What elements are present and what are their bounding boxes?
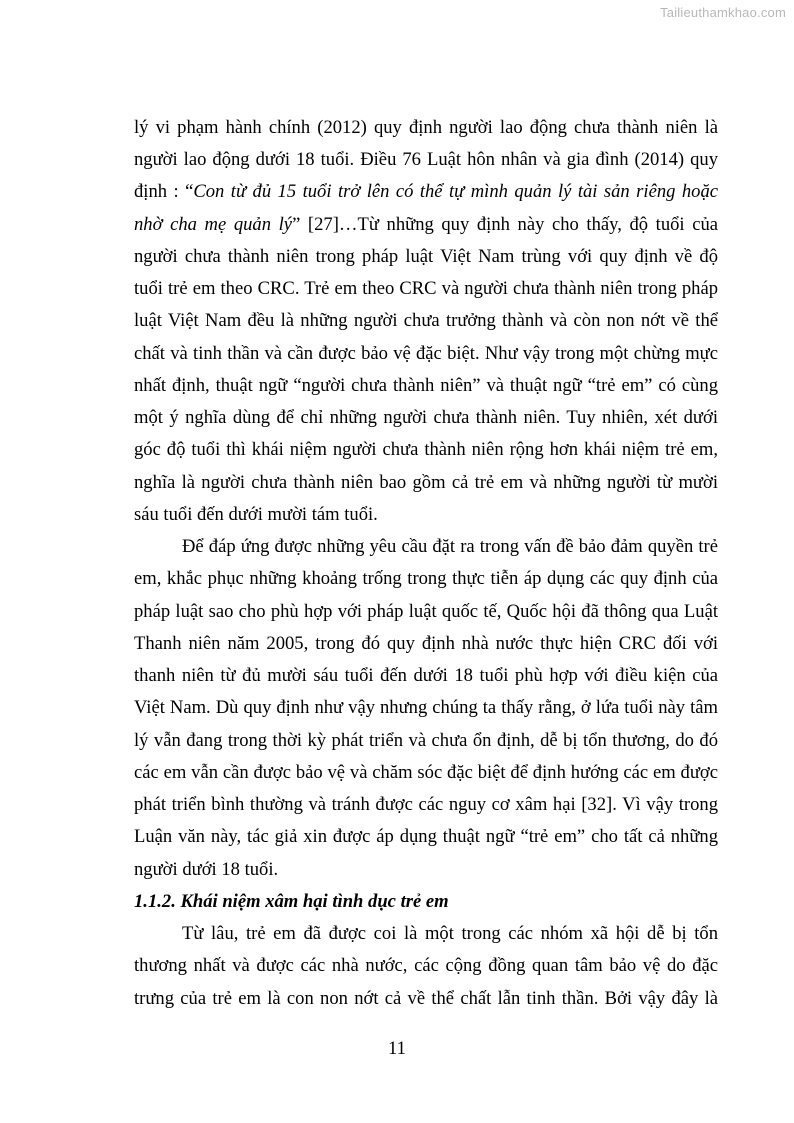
text-line: người lao động dưới 18 tuổi. Điều 76 Luật hôn nhân và gia đình (2014) quy: [134, 149, 718, 170]
text-line: luật Việt Nam đều là những người chưa trưởng thành và còn non nớt về thể: [134, 310, 718, 331]
text-line: người chưa thành niên trong pháp luật Việt Nam trùng với quy định về độ: [134, 246, 718, 267]
text-line: tuổi trẻ em theo CRC. Trẻ em theo CRC và người chưa thành niên trong pháp: [134, 278, 718, 299]
text-line: lý vi phạm hành chính (2012) quy định người lao động chưa thành niên là: [134, 117, 718, 138]
text-line: Luận văn này, tác giả xin được áp dụng thuật ngữ “trẻ em” cho tất cả những: [134, 826, 718, 847]
text-line: Để đáp ứng được những yêu cầu đặt ra trong vấn đề bảo đảm quyền trẻ: [182, 536, 718, 557]
text-line: thương nhất và được các nhà nước, các cộng đồng quan tâm bảo vệ do đặc: [134, 955, 718, 976]
text-line: Từ lâu, trẻ em đã được coi là một trong các nhóm xã hội dễ bị tổn: [182, 923, 718, 944]
page-number: 11: [388, 1038, 406, 1059]
quote-italic: Con từ đủ 15 tuổi trở lên có thể tự mình quản lý tài sản riêng hoặc: [193, 181, 718, 202]
text-line: [134, 179, 718, 205]
text-line: Thanh niên năm 2005, trong đó quy định nhà nước thực hiện CRC đối với: [134, 633, 718, 654]
watermark: Tailieuthamkhao.com: [660, 5, 786, 20]
section-heading: 1.1.2. Khái niệm xâm hại tình dục trẻ em: [134, 891, 449, 912]
text-line: thanh niên từ đủ mười sáu tuổi đến dưới 18 tuổi phù hợp với điều kiện của: [134, 665, 718, 686]
text-line: người dưới 18 tuổi.: [134, 859, 279, 880]
text-line: trưng của trẻ em là con non nớt cả về thể chất lẫn tinh thần. Bởi vậy đây là: [134, 988, 718, 1009]
text-line: phát triển bình thường và tránh được các nguy cơ xâm hại [32]. Vì vậy trong: [134, 794, 718, 815]
text-line: sáu tuổi đến dưới mười tám tuổi.: [134, 504, 378, 525]
text-line: [134, 212, 718, 238]
text-line: lý vẫn đang trong thời kỳ phát triển và chưa ổn định, dễ bị tổn thương, do đó: [134, 730, 718, 751]
text-line: chất và tinh thần và cần được bảo vệ đặc biệt. Như vậy trong một chừng mực: [134, 343, 718, 364]
text-line: các em vẫn cần được bảo vệ và chăm sóc đặc biệt để định hướng các em được: [134, 762, 718, 783]
text-line: góc độ tuổi thì khái niệm người chưa thành niên rộng hơn khái niệm trẻ em,: [134, 439, 718, 460]
text-line: em, khắc phục những khoảng trống trong thực tiễn áp dụng các quy định của: [134, 568, 718, 589]
text-line: nghĩa là người chưa thành niên bao gồm cả trẻ em và những người từ mười: [134, 472, 718, 493]
text-span: ” [27]…Từ những quy định này cho thấy, độ tuổi của: [292, 214, 718, 235]
text-line: nhất định, thuật ngữ “người chưa thành niên” và thuật ngữ “trẻ em” có cùng: [134, 375, 718, 396]
text-line: pháp luật sao cho phù hợp với pháp luật quốc tế, Quốc hội đã thông qua Luật: [134, 601, 718, 622]
text-line: Việt Nam. Dù quy định như vậy nhưng chúng ta thấy rằng, ở lứa tuổi này tâm: [134, 697, 718, 718]
text-span: định : “: [134, 181, 194, 202]
quote-italic: nhờ cha mẹ quản lý: [134, 214, 293, 235]
text-line: một ý nghĩa dùng để chỉ những người chưa thành niên. Tuy nhiên, xét dưới: [134, 407, 718, 428]
